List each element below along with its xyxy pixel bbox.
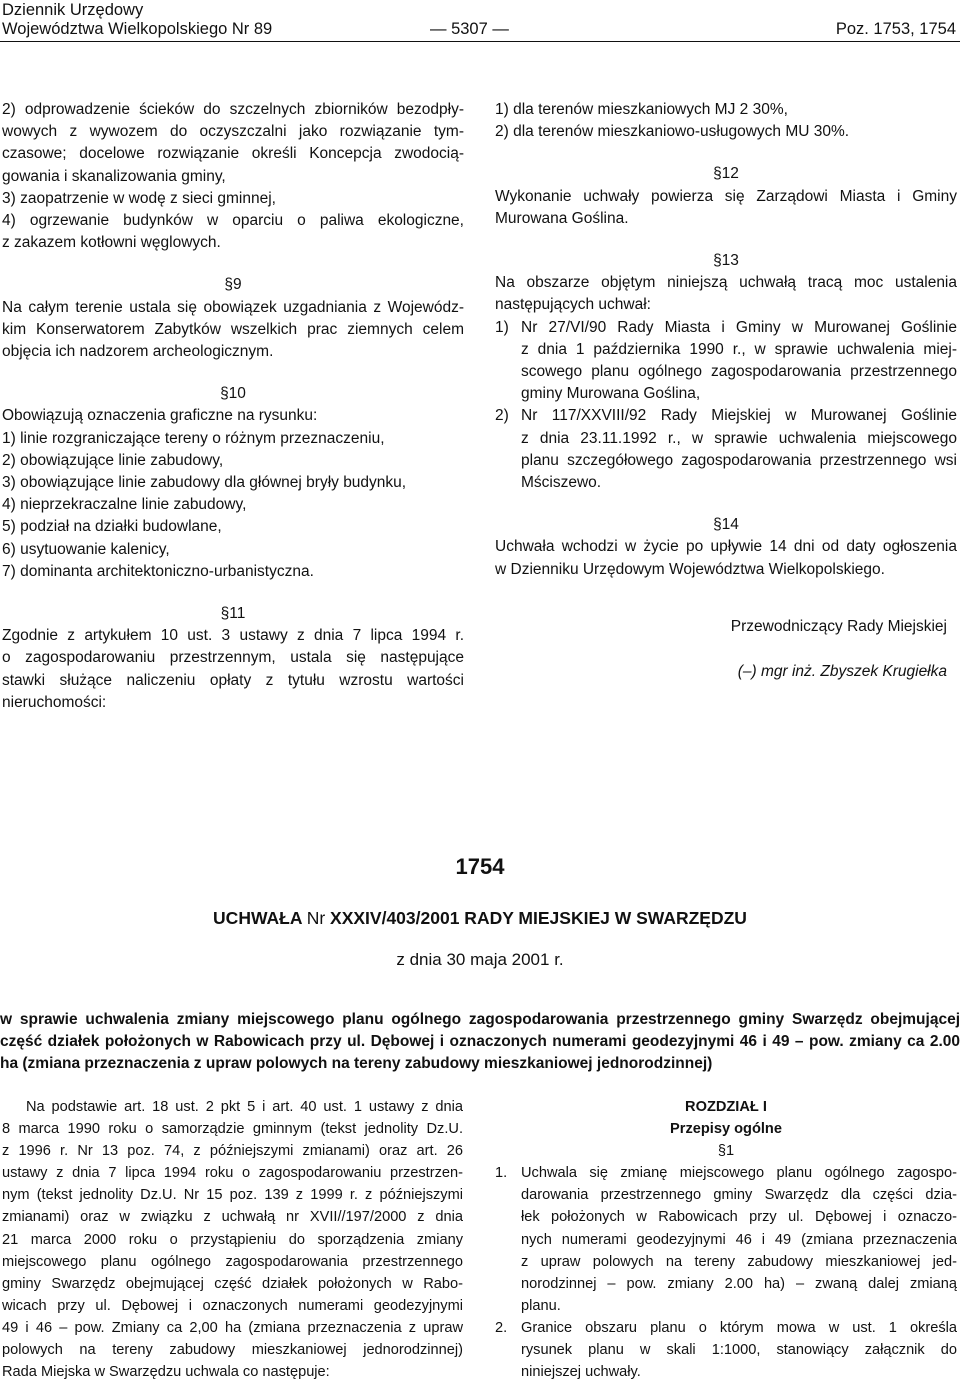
text-line: wowych z wywozem do oczyszczalni jako rozwiązanie tym- — [2, 123, 464, 141]
left-column-top — [2, 99, 464, 714]
list-item — [495, 1162, 957, 1317]
text-line: stawki służące naliczeniu opłaty z tytułu wzrostu wartości — [2, 671, 464, 689]
resolution-title-rest: XXXIV/403/2001 RADY MIEJSKIEJ W SWARZĘDZU — [325, 908, 747, 928]
text-line: 3) zaopatrzenie w wodę z sieci gminnej, — [2, 189, 276, 207]
left-column-bottom — [2, 1096, 463, 1383]
list-item: 6) usytuowanie kalenicy, — [2, 540, 170, 558]
text-line: 8 marca 1990 roku o samorządzie gminnym (tekst jednolity Dz.U. — [2, 1121, 463, 1138]
text-line: planu. — [521, 1297, 561, 1314]
text-line: Na całym terenie ustala się obowiązek uzgadniania z Wojewódz- — [2, 298, 464, 316]
text-line: darowania przestrzennego gminy Swarzędz dla części dzia- — [521, 1187, 957, 1204]
list-number: 1. — [495, 1165, 508, 1182]
section-13-title: §13 — [713, 252, 739, 270]
header-divider — [0, 41, 960, 42]
list-item: 2) dla terenów mieszkaniowo-usługowych MU 30%. — [495, 123, 850, 141]
list-item — [495, 317, 957, 406]
text-line: 4) ogrzewanie budynków w oparciu o paliwa ekologiczne, — [2, 212, 464, 230]
text-line: z dnia 23.11.1992 r., w sprawie uchwalenia miejscowego — [521, 429, 957, 447]
signature-role: Przewodniczący Rady Miejskiej — [730, 617, 947, 635]
section-9-title: §9 — [224, 276, 242, 294]
page-header — [0, 0, 960, 42]
text-line: planu szczegółowego zagospodarowania przestrzennego wsi — [521, 451, 957, 469]
text-line: niniejszej uchwały. — [521, 1364, 641, 1381]
text-line: Nr 117/XXVIII/92 Rady Miejskiej w Murowanej Goślinie — [521, 407, 957, 425]
text-line: Uchwała wchodzi w życie po upływie 14 dni od daty ogłoszenia — [495, 538, 957, 556]
resolution-date: z dnia 30 maja 2001 r. — [396, 950, 564, 969]
text-line: Zgodnie z artykułem 10 ust. 3 ustawy z dnia 7 lipca 1994 r. — [2, 627, 464, 645]
text-line: 21 marca 2000 roku o przystąpieniu do sporządzenia zmiany — [2, 1231, 463, 1248]
list-item: 7) dominanta architektoniczno-urbanistyczna. — [2, 562, 314, 580]
section-11-title: §11 — [220, 605, 246, 623]
signature-name: (–) mgr inż. Zbyszek Krugiełka — [737, 663, 947, 681]
text-line: nieruchomości: — [2, 693, 107, 711]
section-14-title: §14 — [713, 516, 739, 534]
section-1-title: §1 — [717, 1143, 735, 1160]
resolution-title-prefix: UCHWAŁA — [213, 908, 307, 928]
resolution-title — [0, 906, 960, 930]
list-item — [495, 405, 957, 494]
text-line: objęcia ich nadzorem archeologicznym. — [2, 343, 274, 361]
text-line: Wykonanie uchwały powierza się Zarządowi Miasta i Gminy — [495, 187, 957, 205]
list-item: 1) dla terenów mieszkaniowych MJ 2 30%, — [495, 101, 788, 118]
text-line: łek położonych w Rabowicach przy ul. Dębowej i oznaczo- — [521, 1209, 957, 1226]
text-line: o zagospodarowaniu przestrzennym, ustala się następujące — [2, 649, 464, 667]
text-line: Na podstawie art. 18 ust. 2 pkt 5 i art. 40 ust. 1 ustawy z dnia — [26, 1099, 463, 1115]
text-line: czasowe; docelowe rozwiązanie określi Koncepcja zwodocią- — [2, 145, 464, 163]
resolution-subject — [0, 1009, 960, 1075]
text-line: z zakazem kotłowni węglowych. — [2, 234, 221, 252]
text-line: Mściszewo. — [521, 474, 602, 492]
text-line: z dnia 1 października 1990 r., w sprawie uchwalenia miej- — [521, 340, 957, 358]
text-line: ustawy z dnia 7 lipca 1994 roku o zagospodarowaniu przestrzen- — [2, 1165, 463, 1182]
text-line: kim Konserwatorem Zabytków wszelkich prac ziemnych celem — [2, 320, 464, 338]
subject-line: w sprawie uchwalenia zmiany miejscowego planu ogólnego zagospodarowania przestrzennego gminy Swarzędz obejmującej — [0, 1011, 960, 1028]
list-item: 1) linie rozgraniczające tereny o różnym przeznaczeniu, — [2, 429, 385, 447]
text-line: z upraw polowych na tereny zabudowy mieszkaniowej jed- — [521, 1253, 957, 1270]
text-line: Na obszarze objętym niniejszą uchwałą tracą moc ustalenia — [495, 274, 957, 292]
journal-title: Dziennik Urzędowy — [2, 1, 144, 19]
text-line: Nr 27/VI/90 Rady Miasta i Gminy w Murowanej Goślinie — [521, 318, 957, 336]
section-10-title: §10 — [220, 385, 246, 403]
list-item: 4) nieprzekraczalne linie zabudowy, — [2, 496, 247, 514]
text-line: 49 i 46 – pow. Zmiany ca 2,00 ha (zmiana przeznaczenia z upraw — [2, 1319, 463, 1336]
list-item — [495, 1317, 957, 1383]
text-line: nych numerami geodezyjnymi 46 i 49 (zmiana przeznaczenia — [521, 1231, 957, 1248]
text-line: norodzinnej – pow. zmiany 2.00 ha) – zwaną dalej zmianą — [521, 1275, 957, 1292]
text-line: nym (tekst jednolity Dz.U. Nr 15 poz. 139 z 1999 r. z późniejszymi — [2, 1187, 463, 1204]
text-line: wicach przy ul. Dębowej i oznaczonych numerami geodezyjnymi — [2, 1297, 463, 1314]
positions-label: Poz. 1753, 1754 — [835, 20, 956, 38]
text-line: Uchwala się zmianę miejscowego planu ogólnego zagospo- — [521, 1165, 957, 1182]
text-line: gowania i skanalizowania gminy, — [2, 167, 226, 185]
subject-line: ha (zmiana przeznaczenia z upraw polowych na tereny zabudowy mieszkaniowej jednorodzinnej) — [0, 1055, 713, 1072]
list-item: 3) obowiązujące linie zabudowy dla głównej bryły budynku, — [2, 474, 407, 492]
right-column-top — [495, 99, 957, 683]
resolution-number: 1754 — [455, 854, 505, 879]
text-line: Rada Miejska w Swarzędzu uchwala co następuje: — [2, 1364, 330, 1381]
list-item: 5) podział na działki budowlane, — [2, 518, 222, 536]
text-line: gminy Swarzędz obejmującej część działek położonych w Rabo- — [2, 1275, 463, 1292]
text-line: z 1996 r. Nr 13 poz. 74, z późniejszymi zmianami) oraz art. 26 — [2, 1143, 463, 1160]
resolution-title-nr: Nr — [306, 908, 326, 928]
list-item: 2) obowiązujące linie zabudowy, — [2, 451, 224, 469]
right-column-bottom — [495, 1096, 957, 1383]
text-line: miejscowego planu ogólnego zagospodarowania przestrzennego — [2, 1253, 463, 1270]
chapter-title: Przepisy ogólne — [670, 1121, 782, 1138]
journal-issue: Województwa Wielkopolskiego Nr 89 — [2, 20, 273, 38]
text-line: w Dzienniku Urzędowym Województwa Wielkopolskiego. — [495, 560, 885, 578]
text-line: gminy Murowana Goślina, — [521, 385, 701, 403]
text-line: następujących uchwał: — [495, 296, 651, 314]
text-line: Murowana Goślina. — [495, 209, 629, 227]
chapter-heading: ROZDZIAŁ I — [685, 1099, 767, 1115]
list-number: 2. — [495, 1319, 508, 1336]
list-number: 2) — [495, 407, 509, 425]
text-line: rysunek planu w skali 1:1000, stanowiący załącznik do — [521, 1342, 957, 1359]
text-line: zmianami) oraz w związku z uchwałą nr XVII//197/2000 z dnia — [2, 1209, 463, 1226]
page-number: — 5307 — — [430, 20, 509, 38]
text-line: Obowiązują oznaczenia graficzne na rysunku: — [2, 407, 318, 425]
text-line: 2) odprowadzenie ścieków do szczelnych zbiorników bezodpły- — [2, 101, 464, 118]
section-12-title: §12 — [713, 165, 739, 183]
text-line: scowego planu ogólnego zagospodarowania przestrzennego — [521, 363, 957, 381]
list-number: 1) — [495, 318, 509, 336]
text-line: Granice obszaru planu o którym mowa w ust. 1 określa — [521, 1319, 957, 1336]
text-line: polowych na tereny zabudowy mieszkaniowej jednorodzinnej) — [2, 1342, 463, 1359]
subject-line: część działek położonych w Rabowicach przy ul. Dębowej i oznaczonych numerami geodezyjnymi 46 i 49 – pow. zmiany ca 2.00 — [0, 1033, 960, 1050]
